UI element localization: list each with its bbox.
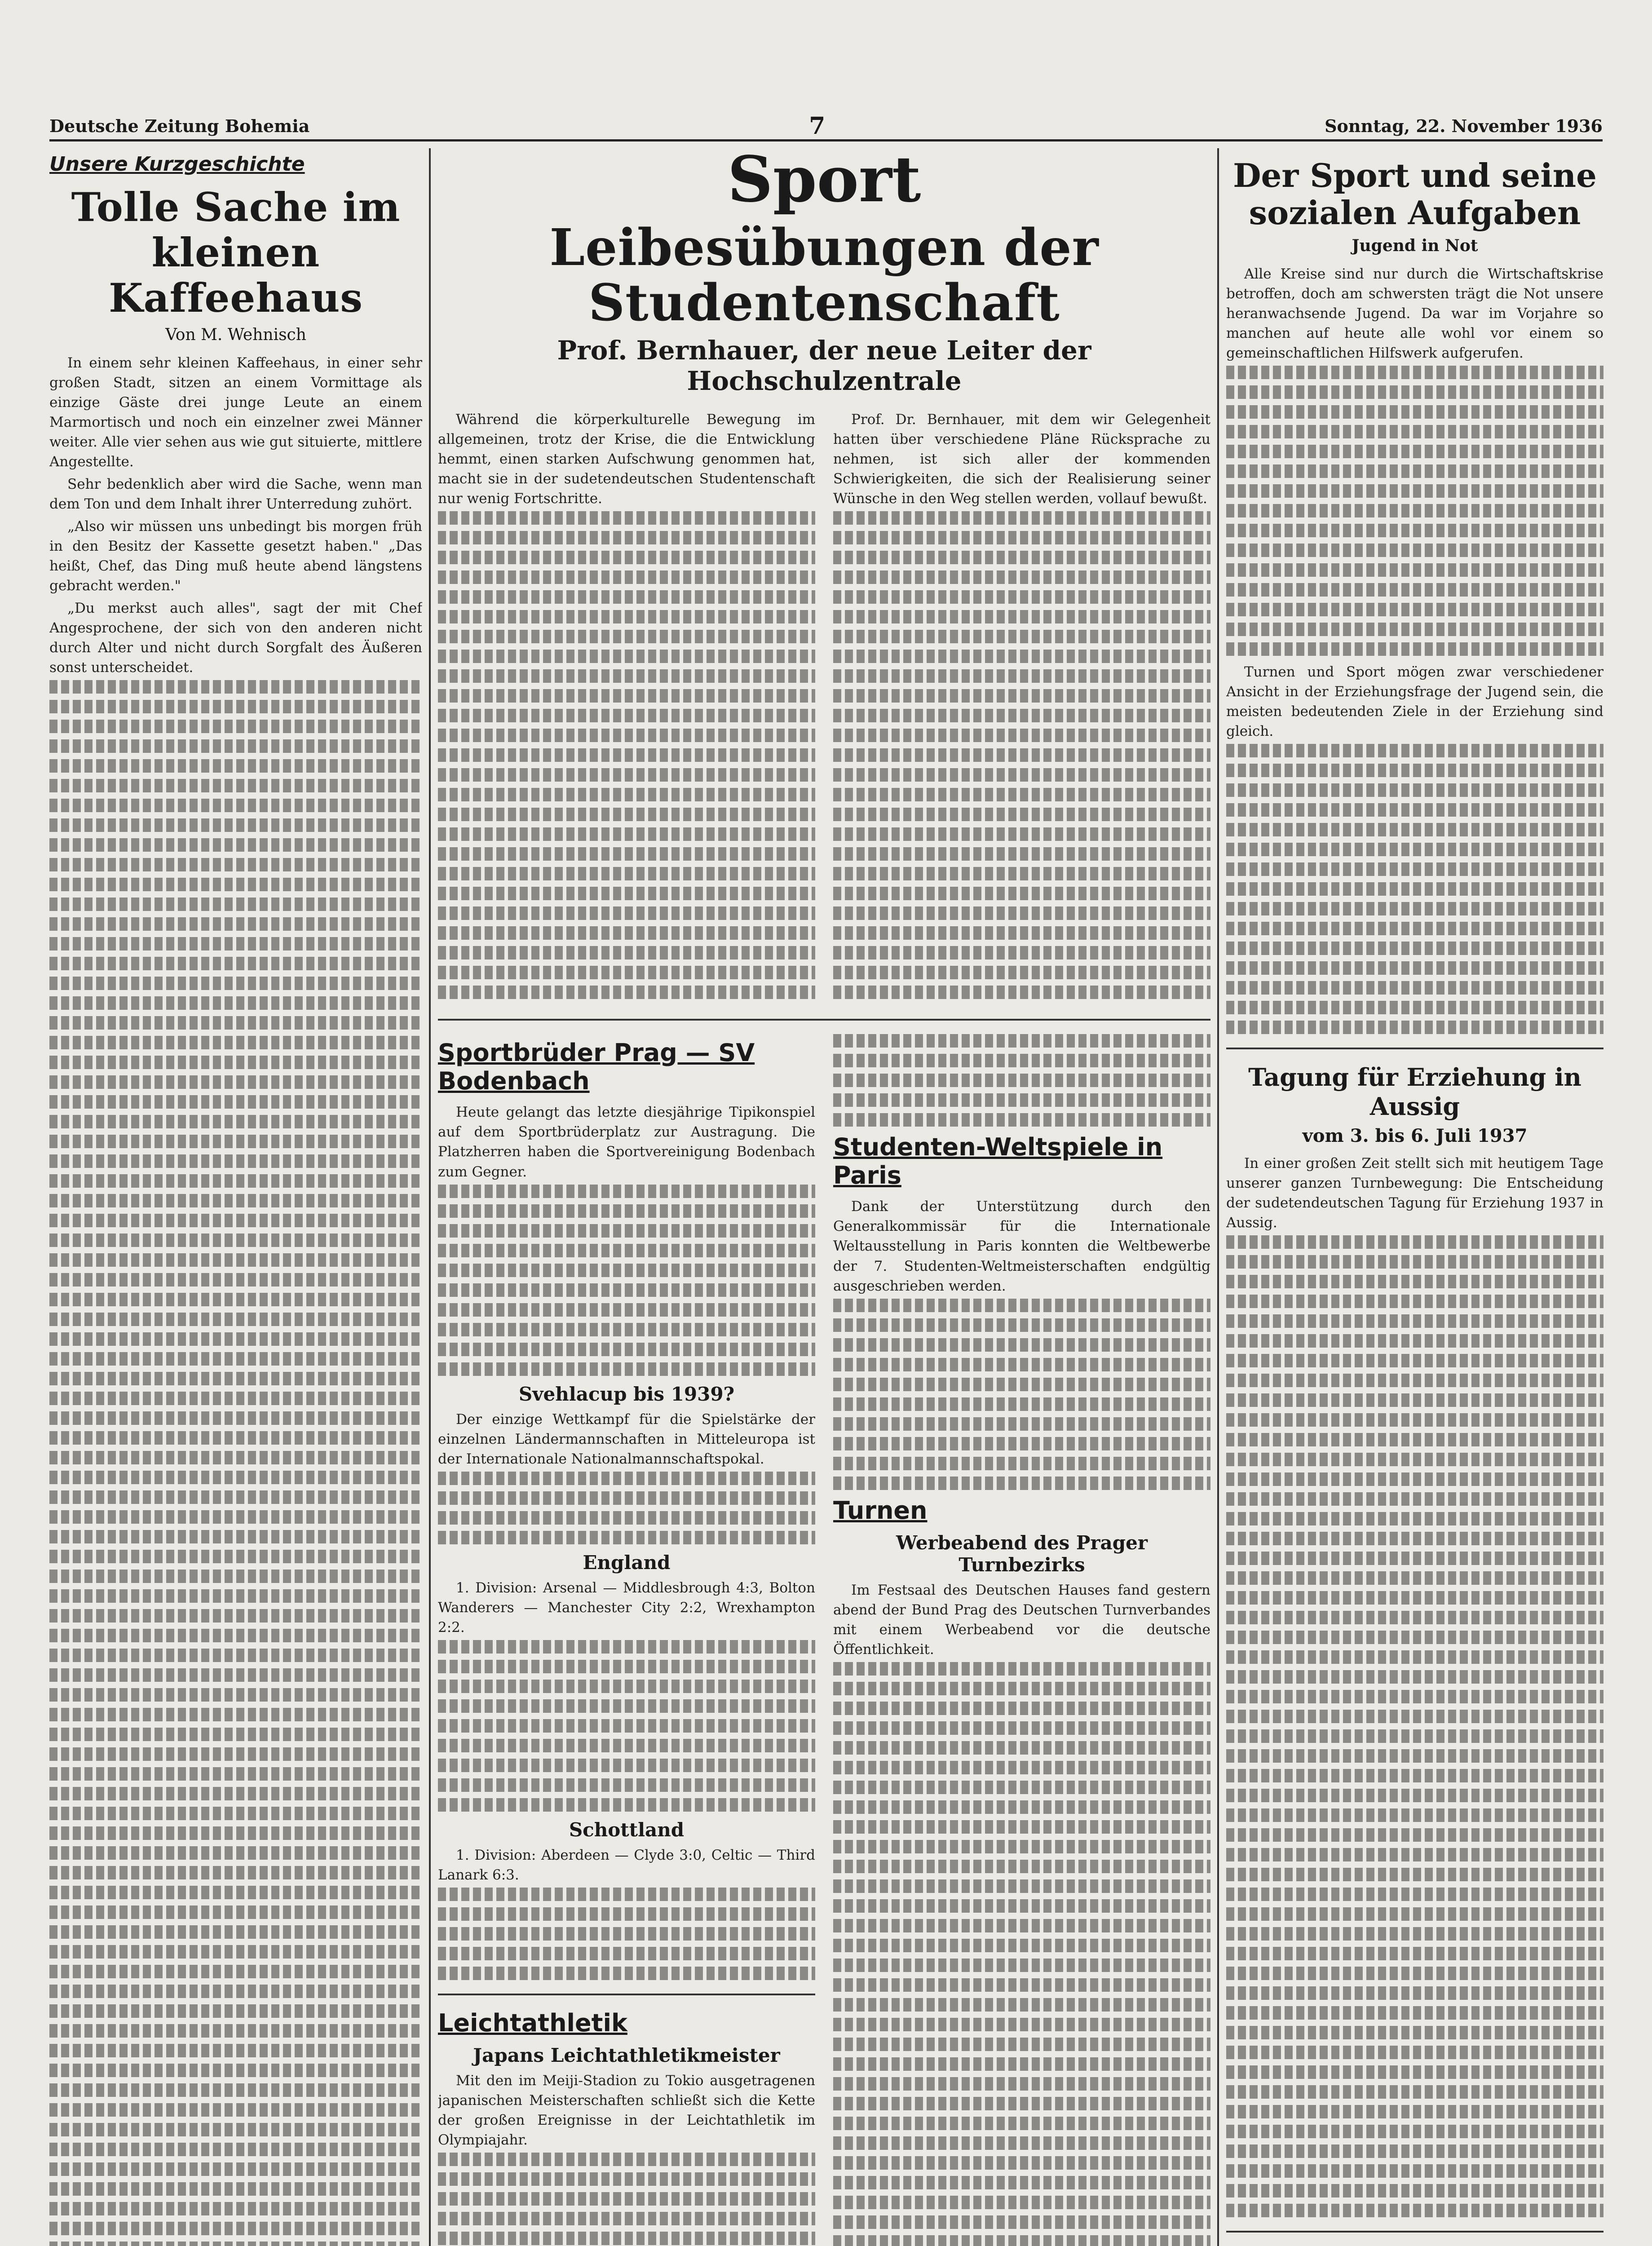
page-header	[49, 112, 1603, 141]
league-title: England	[583, 1551, 671, 1574]
article-paragraph: Alle Kreise sind nur durch die Wirtschaftskrise betroffen, doch am schwersten trägt die Not unsere heranwachsende Jugend. Da war im Vorjahre so manchen auf heute alle wohl vor einem so gemeinschaftlichen Hilfswerk aufgerufen.	[1226, 265, 1603, 361]
article-subtitle: Jugend in Not	[1352, 236, 1478, 255]
article-paragraph: Turnen und Sport mögen zwar verschiedener Ansicht in der Erziehungsfrage der Jugend sein, die meisten bedeutenden Ziele in der Erziehung sind gleich.	[1226, 663, 1603, 739]
article-title: Werbeabend des Prager Turnbezirks	[896, 1531, 1148, 1576]
article-title: Studenten-Weltspiele in Paris	[833, 1133, 1163, 1190]
right-column	[1226, 148, 1603, 2246]
story-paragraph: „Also wir müssen uns unbedingt bis morgen früh in den Besitz der Kassette gesetzt haben." „Das heißt, Chef, das Ding muß heute abend längstens gebracht werden."	[49, 518, 422, 594]
article-paragraph: Der einzige Wettkampf für die Spielstärke der einzelnen Ländermannschaften in Mitteleuropa ist der Internationale Nationalmannschaftspokal.	[438, 1411, 815, 1467]
middle-column	[438, 148, 1210, 2246]
results-text: 1. Division: Aberdeen — Clyde 3:0, Celtic — Third Lanark 6:3.	[438, 1847, 815, 1883]
story-paragraph: In einem sehr kleinen Kaffeehaus, in einer sehr großen Stadt, sitzen an einem Vormittage als einzige Gäste drei junge Leute an einem Marmortisch und noch ein einzelner zwei Männer weiter. Alle vier sehen aus wie gut situierte, mittlere Angestellte.	[49, 354, 422, 470]
section-divider	[438, 1994, 815, 1995]
section-divider	[1226, 2231, 1603, 2233]
section-divider	[1226, 1048, 1603, 1049]
article-paragraph: Im Festsaal des Deutschen Hauses fand gestern abend der Bund Prag des Deutschen Turnverbandes mit einem Werbeabend vor die deutsche Öffentlichkeit.	[833, 1582, 1210, 1658]
section-title: Turnen	[833, 1496, 928, 1525]
league-title: Schottland	[569, 1818, 685, 1841]
article-paragraph: Dank der Unterstützung durch den Generalkommissär für die Internationale Weltausstellung in Paris konnten die Weltbewerbe der 7. Studenten-Weltmeisterschaften endgültig ausgeschrieben werden.	[833, 1198, 1210, 1294]
main-subheadline: Prof. Bernhauer, der neue Leiter der Hochschulzentrale	[557, 335, 1091, 397]
article-paragraph: In einer großen Zeit stellt sich mit heutigem Tage unserer ganzen Turnbewegung: Die Entscheidung der sudetendeutschen Tagung für Erziehung 1937 in Aussig.	[1226, 1155, 1603, 1231]
issue-date: Sonntag, 22. November 1936	[1325, 115, 1603, 136]
article-paragraph: Heute gelangt das letzte diesjährige Tipikonspiel auf dem Sportbrüderplatz zur Austragung. Die Platzherren haben die Sportvereinigung Bodenbach zum Gegner.	[438, 1104, 815, 1180]
article-subtitle: vom 3. bis 6. Juli 1937	[1302, 1125, 1528, 1147]
article-title: Sportbrüder Prag — SV Bodenbach	[438, 1039, 755, 1096]
article-paragraph: Mit den im Meiji-Stadion zu Tokio ausgetragenen japanischen Meisterschaften schließt sich die Kette der großen Ereignisse in der Leichtathletik im Olympiajahr.	[438, 2072, 815, 2148]
story-kicker: Unsere Kurzgeschichte	[49, 153, 305, 176]
story-body	[49, 353, 422, 677]
left-column	[49, 148, 422, 2246]
section-divider	[438, 1019, 1210, 1021]
page-number: 7	[809, 112, 826, 140]
section-heading-sport: Sport	[727, 148, 921, 217]
article-title: Japans Leichtathletikmeister	[473, 2044, 780, 2066]
article-title: Der Sport und seine sozialen Aufgaben	[1233, 156, 1597, 232]
paper-name: Deutsche Zeitung Bohemia	[49, 115, 310, 136]
main-article-body	[438, 410, 1210, 1005]
text-continuation	[49, 680, 422, 2246]
story-paragraph: „Du merkst auch alles", sagt der mit Chef Angesprochene, der sich von den anderen nicht durch Alter und nicht durch Sorgfalt des Äußeren sonst unterscheidet.	[49, 600, 422, 676]
article-paragraph: Prof. Dr. Bernhauer, mit dem wir Gelegenheit hatten über verschiedene Pläne Rücksprache zu nehmen, ist sich aller der kommenden Schwierigkeiten, die sich der Realisierung seiner Wünsche in den Weg stellen werden, vollauf bewußt.	[833, 411, 1210, 507]
section-title: Leichtathletik	[438, 2008, 627, 2037]
article-paragraph: Während die körperkulturelle Bewegung im allgemeinen, trotz der Krise, die die Entwicklung hemmt, einen starken Aufschwung genommen hat, macht sie in der sudetendeutschen Studentenschaft nur wenig Fortschritte.	[438, 411, 815, 507]
article-title: Tagung für Erziehung in Aussig	[1248, 1062, 1581, 1121]
story-paragraph: Sehr bedenklich aber wird die Sache, wenn man dem Ton und dem Inhalt ihrer Unterredung zuhört.	[49, 476, 422, 512]
main-headline: Leibesübungen der Studentenschaft	[549, 218, 1099, 333]
story-byline: Von M. Wehnisch	[165, 325, 306, 344]
column-divider	[1217, 148, 1219, 2246]
column-divider	[429, 148, 431, 2246]
article-title: Svehlacup bis 1939?	[518, 1383, 735, 1405]
results-text: 1. Division: Arsenal — Middlesbrough 4:3, Bolton Wanderers — Manchester City 2:2, Wrexhampton 2:2.	[438, 1579, 815, 1636]
story-title: Tolle Sache im kleinen Kaffeehaus	[71, 184, 401, 322]
sport-news-grid	[438, 1034, 1210, 2246]
